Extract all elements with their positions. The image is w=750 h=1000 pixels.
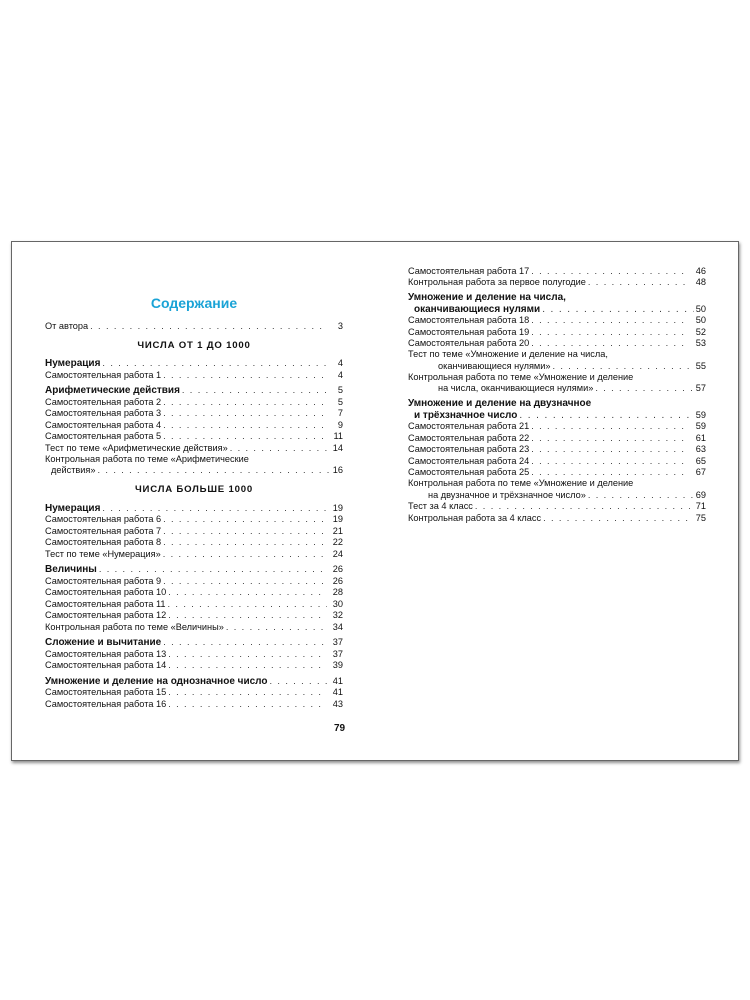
dot-leader xyxy=(163,397,327,408)
entry-label: Самостоятельная работа 17 xyxy=(408,265,530,276)
dot-leader xyxy=(168,587,327,598)
page-number: 79 xyxy=(334,723,346,734)
dot-leader xyxy=(226,622,327,633)
entry-label: Самостоятельная работа 16 xyxy=(45,698,167,709)
toc-entry[interactable] xyxy=(45,442,343,454)
entry-label: Тест по теме «Арифметические действия» xyxy=(45,442,228,453)
dot-leader xyxy=(163,537,327,548)
dot-leader xyxy=(90,321,327,332)
entry-label: на двузначное и трёхзначное число» xyxy=(428,489,586,500)
toc-section-muldiv-zero[interactable] xyxy=(408,292,706,315)
toc-entry-multiline[interactable] xyxy=(408,349,706,372)
toc-entry[interactable] xyxy=(45,698,343,710)
dot-leader xyxy=(542,304,694,315)
page-ref: 61 xyxy=(695,432,706,443)
toc-entry[interactable] xyxy=(45,621,343,633)
page-ref: 63 xyxy=(695,444,706,454)
dot-leader xyxy=(543,513,690,524)
toc-section-muldiv-two[interactable] xyxy=(408,398,706,421)
page-ref: 41 xyxy=(332,687,343,697)
entry-label: Нумерация xyxy=(45,358,101,369)
page-ref: 37 xyxy=(332,637,343,647)
page-ref: 59 xyxy=(695,409,706,420)
dot-leader xyxy=(102,358,327,369)
page-ref: 19 xyxy=(332,502,343,513)
entry-label: оканчивающиеся нулями xyxy=(414,303,541,315)
dot-leader xyxy=(270,676,327,687)
toc-entry[interactable] xyxy=(408,467,706,479)
page-ref: 46 xyxy=(695,265,706,276)
toc-entry-multiline[interactable] xyxy=(408,372,706,395)
toc-entry[interactable] xyxy=(45,687,343,699)
entry-label: Самостоятельная работа 25 xyxy=(408,467,530,477)
dot-leader xyxy=(531,266,690,277)
part-heading: ЧИСЛА БОЛЬШЕ 1000 xyxy=(134,484,254,495)
entry-label: Умножение и деление на числа, xyxy=(408,292,566,303)
toc-entry[interactable] xyxy=(408,455,706,467)
toc-entry[interactable] xyxy=(45,598,343,610)
entry-label: Умножение и деление на однозначное число xyxy=(45,675,268,687)
toc-entry[interactable] xyxy=(408,501,706,513)
toc-entry[interactable] xyxy=(408,265,706,277)
entry-label: Самостоятельная работа 2 xyxy=(45,396,162,407)
entry-label: Арифметические действия xyxy=(45,385,180,396)
page-ref: 26 xyxy=(332,575,343,586)
page-ref: 28 xyxy=(332,587,343,597)
page-ref: 69 xyxy=(695,489,706,500)
toc-entry[interactable] xyxy=(45,537,343,549)
dot-leader xyxy=(102,503,327,514)
toc-section-arithmetic[interactable] xyxy=(45,385,343,397)
entry-label: Величины xyxy=(45,564,97,575)
toc-entry[interactable] xyxy=(45,575,343,587)
dot-leader xyxy=(163,370,327,381)
toc-entry[interactable] xyxy=(408,444,706,456)
entry-label: Самостоятельная работа 4 xyxy=(45,419,162,430)
entry-label: и трёхзначное число xyxy=(414,409,518,421)
toc-entry[interactable] xyxy=(45,660,343,672)
dot-leader xyxy=(163,514,327,525)
page-ref: 67 xyxy=(695,467,706,477)
dot-leader xyxy=(588,490,694,501)
dot-leader xyxy=(531,456,690,467)
page-ref: 71 xyxy=(695,501,706,511)
toc-entry[interactable] xyxy=(45,587,343,599)
dot-leader xyxy=(531,338,690,349)
page-ref: 50 xyxy=(695,315,706,325)
entry-label: Тест за 4 класс xyxy=(408,501,473,511)
entry-label: Самостоятельная работа 6 xyxy=(45,514,162,524)
entry-label: Самостоятельная работа 12 xyxy=(45,610,167,620)
entry-label: Самостоятельная работа 1 xyxy=(45,369,162,380)
entry-label: Самостоятельная работа 20 xyxy=(408,338,530,348)
toc-entry[interactable] xyxy=(45,369,343,381)
entry-label: Контрольная работа по теме «Величины» xyxy=(45,621,224,632)
page-ref: 7 xyxy=(337,408,343,418)
toc-entry[interactable] xyxy=(408,432,706,444)
entry-label: Самостоятельная работа 15 xyxy=(45,687,167,697)
toc-entry-author[interactable] xyxy=(45,320,343,332)
entry-label: Самостоятельная работа 24 xyxy=(408,455,530,466)
dot-leader xyxy=(163,420,327,431)
dot-leader xyxy=(531,444,690,455)
toc-entry[interactable] xyxy=(408,326,706,338)
page-ref: 39 xyxy=(332,660,343,670)
page-ref: 4 xyxy=(337,358,343,368)
page-ref: 34 xyxy=(332,621,343,632)
toc-entry[interactable] xyxy=(408,421,706,433)
left-page xyxy=(45,294,343,710)
page-ref: 55 xyxy=(695,360,706,371)
page-ref: 11 xyxy=(333,431,343,441)
dot-leader xyxy=(168,649,327,660)
entry-label: Самостоятельная работа 19 xyxy=(408,326,530,337)
page-ref: 37 xyxy=(332,648,343,659)
toc-section-muldiv[interactable] xyxy=(45,675,343,687)
toc-entry[interactable] xyxy=(408,315,706,327)
page-ref: 30 xyxy=(332,598,343,609)
dot-leader xyxy=(99,564,327,575)
entry-label: Контрольная работа по теме «Арифметические xyxy=(45,453,249,464)
dot-leader xyxy=(168,599,327,610)
page-ref: 57 xyxy=(695,383,706,393)
entry-label: Самостоятельная работа 13 xyxy=(45,648,167,659)
dot-leader xyxy=(163,526,327,537)
page-ref: 43 xyxy=(332,698,343,709)
page-ref: 4 xyxy=(337,369,343,380)
page-ref: 5 xyxy=(337,396,343,407)
dot-leader xyxy=(595,383,693,394)
dot-leader xyxy=(168,660,327,671)
page-ref: 19 xyxy=(332,514,343,524)
page-ref: 16 xyxy=(332,465,343,475)
page-ref: 65 xyxy=(695,455,706,466)
page-ref: 21 xyxy=(332,525,343,536)
entry-label: Самостоятельная работа 3 xyxy=(45,408,162,418)
entry-label: оканчивающиеся нулями» xyxy=(438,360,551,371)
dot-leader xyxy=(163,549,327,560)
entry-label: Самостоятельная работа 7 xyxy=(45,525,162,536)
entry-label: Контрольная работа за первое полугодие xyxy=(408,277,586,287)
toc-entry[interactable] xyxy=(45,548,343,560)
dot-leader xyxy=(98,465,331,476)
entry-label: Самостоятельная работа 18 xyxy=(408,315,530,325)
dot-leader xyxy=(168,699,327,710)
dot-leader xyxy=(531,467,690,478)
entry-label: Самостоятельная работа 21 xyxy=(408,421,530,431)
page-ref: 14 xyxy=(332,442,343,453)
page-ref: 53 xyxy=(695,338,706,348)
page-ref: 75 xyxy=(695,512,706,523)
entry-label: действия» xyxy=(51,465,96,475)
page-ref: 3 xyxy=(337,320,343,331)
entry-label: Самостоятельная работа 9 xyxy=(45,575,162,586)
dot-leader xyxy=(531,327,690,338)
entry-label: Самостоятельная работа 8 xyxy=(45,537,162,547)
toc-entry[interactable] xyxy=(45,525,343,537)
toc-section-values[interactable] xyxy=(45,564,343,576)
page-ref: 22 xyxy=(332,537,343,547)
entry-label: Тест по теме «Умножение и деление на числа, xyxy=(408,349,608,359)
dot-leader xyxy=(163,637,327,648)
dot-leader xyxy=(531,315,690,326)
dot-leader xyxy=(230,443,327,454)
entry-label: Контрольная работа по теме «Умножение и деление xyxy=(408,478,634,488)
page-ref: 24 xyxy=(332,548,343,559)
page-ref: 5 xyxy=(337,385,343,395)
entry-label: Тест по теме «Нумерация» xyxy=(45,548,161,559)
dot-leader xyxy=(168,687,327,698)
dot-leader xyxy=(168,610,327,621)
toc-section-numeration[interactable] xyxy=(45,502,343,514)
page-ref: 59 xyxy=(695,421,706,431)
toc-entry[interactable] xyxy=(45,648,343,660)
dot-leader xyxy=(531,421,690,432)
part-heading: ЧИСЛА ОТ 1 ДО 1000 xyxy=(137,339,251,351)
entry-label: Контрольная работа по теме «Умножение и деление xyxy=(408,371,634,382)
dot-leader xyxy=(531,433,690,444)
entry-label: на числа, оканчивающиеся нулями» xyxy=(438,383,594,393)
entry-label: От автора xyxy=(45,320,89,331)
page-ref: 48 xyxy=(695,277,706,287)
page-ref: 32 xyxy=(332,610,343,620)
dot-leader xyxy=(163,431,327,442)
toc-entry[interactable] xyxy=(45,610,343,622)
entry-label: Самостоятельная работа 14 xyxy=(45,660,167,670)
entry-label: Сложение и вычитание xyxy=(45,637,162,648)
dot-leader xyxy=(475,501,690,512)
dot-leader xyxy=(182,385,327,396)
dot-leader xyxy=(519,410,693,421)
toc-entry[interactable] xyxy=(45,514,343,526)
toc-entry-multiline[interactable] xyxy=(408,478,706,501)
toc-entry-multiline[interactable] xyxy=(45,454,343,477)
page-title: Содержание xyxy=(150,295,238,311)
dot-leader xyxy=(588,277,690,288)
dot-leader xyxy=(553,361,694,372)
entry-label: Самостоятельная работа 11 xyxy=(45,598,166,609)
toc-entry[interactable] xyxy=(45,408,343,420)
entry-label: Самостоятельная работа 22 xyxy=(408,432,530,443)
toc-entry[interactable] xyxy=(45,396,343,408)
book-spread xyxy=(11,241,739,761)
entry-label: Самостоятельная работа 23 xyxy=(408,444,530,454)
dot-leader xyxy=(163,408,327,419)
dot-leader xyxy=(163,576,327,587)
toc-entry[interactable] xyxy=(408,277,706,289)
entry-label: Самостоятельная работа 5 xyxy=(45,431,162,441)
entry-label: Нумерация xyxy=(45,502,101,514)
entry-label: Умножение и деление на двузначное xyxy=(408,398,592,409)
toc-section-numeration[interactable] xyxy=(45,358,343,370)
page-ref: 9 xyxy=(337,419,343,430)
toc-entry[interactable] xyxy=(45,431,343,443)
toc-section-addsub[interactable] xyxy=(45,637,343,649)
entry-label: Самостоятельная работа 10 xyxy=(45,587,167,597)
page-ref: 50 xyxy=(695,303,706,314)
page-ref: 41 xyxy=(332,675,343,686)
entry-label: Контрольная работа за 4 класс xyxy=(408,512,542,523)
toc-entry[interactable] xyxy=(408,512,706,524)
toc-entry[interactable] xyxy=(408,338,706,350)
page-ref: 52 xyxy=(695,326,706,337)
right-page xyxy=(408,265,706,524)
toc-entry[interactable] xyxy=(45,419,343,431)
page-ref: 26 xyxy=(332,564,343,574)
